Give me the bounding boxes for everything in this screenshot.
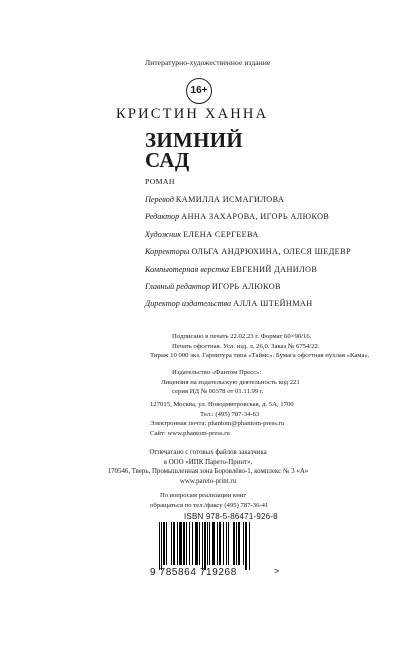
sales-info-line: обращаться по тел./факсу (495) 787-36-41 — [150, 501, 269, 509]
publisher-info-line: Лицензия на издательскую деятельность код 221 — [161, 378, 300, 386]
barcode-bar — [217, 522, 218, 565]
credit-name: АЛЛА ШТЕЙНМАН — [233, 299, 313, 309]
sales-info-line: По вопросам реализации книг — [160, 492, 247, 499]
credit-role: Компьютерная верстка — [145, 264, 229, 274]
credit-row — [145, 282, 351, 299]
printer-info-line: в ООО «ИПК Парето-Принт», — [163, 458, 253, 466]
print-info — [150, 332, 369, 361]
barcode-bar — [233, 522, 235, 565]
author-name: КРИСТИН ХАННА — [116, 106, 269, 122]
barcode-bar — [173, 522, 175, 565]
publisher-info-line: серия ИД № 00378 от 01.11.99 г. — [172, 388, 264, 395]
printer-info — [0, 448, 416, 487]
age-rating-badge: 16+ — [186, 78, 212, 104]
barcode-bar — [199, 522, 200, 565]
barcode-bar — [238, 522, 240, 565]
credit-row — [145, 230, 351, 247]
barcode-bar — [171, 522, 172, 565]
barcode-bar — [195, 522, 198, 565]
barcode-bar — [236, 522, 237, 565]
title-line: САД — [145, 148, 190, 172]
barcode-bar — [166, 522, 167, 565]
credit-role: Директор издательства — [145, 299, 232, 309]
barcode-bar — [204, 522, 206, 570]
credit-name: ЕВГЕНИЙ ДАНИЛОВ — [230, 264, 318, 274]
credit-name: КАМИЛЛА ИСМАГИЛОВА — [175, 195, 285, 204]
credit-name: АННА ЗАХАРОВА, ИГОРЬ АЛЮКОВ — [181, 212, 330, 222]
barcode — [149, 522, 269, 568]
barcode-bar — [226, 522, 227, 565]
book-title — [145, 130, 243, 170]
title-line: ЗИМНИЙ — [145, 128, 244, 152]
credit-role: Художник — [145, 229, 182, 239]
printer-info-line: Отпечатано с готовых файлов заказчика — [149, 449, 267, 456]
book-type: РОМАН — [145, 177, 175, 186]
credit-row — [145, 265, 351, 282]
barcode-bar — [212, 522, 215, 565]
barcode-bar — [161, 522, 162, 570]
printer-info-line: www.pareto-print.ru — [179, 478, 237, 486]
publisher-info — [150, 368, 300, 397]
barcode-bar — [163, 522, 165, 565]
barcode-bar — [183, 522, 185, 565]
barcode-bar — [159, 522, 160, 570]
contacts — [150, 400, 294, 438]
contact-line: Электронная почта: phantom@phantom-press.ru — [150, 420, 285, 427]
barcode-bar — [202, 522, 203, 570]
credits-list — [145, 195, 351, 317]
barcode-bar — [179, 522, 182, 565]
credit-name: ЕЛЕНА СЕРГЕЕВА — [183, 229, 259, 239]
credit-row — [145, 212, 351, 229]
publisher-info-line: Издательство «Фантом Пресс»: — [172, 369, 262, 376]
print-info-line: Тираж 10 000 экз. Гарнитура типа «Таймс». Бумага офсетная пухлая «Кама». — [150, 352, 370, 359]
barcode-bar — [209, 522, 210, 565]
barcode-bar — [186, 522, 187, 565]
barcode-bar — [249, 522, 250, 570]
barcode-bar — [219, 522, 221, 565]
sales-info — [150, 491, 268, 510]
contact-line: Тел.: (495) 787-34-63 — [200, 410, 260, 418]
credit-row — [145, 247, 351, 264]
barcode-arrow: > — [274, 566, 280, 576]
print-info-line: Подписано в печать 22.02.23 г. Формат 60×90/16. — [172, 333, 312, 340]
barcode-digits: 9 785864 719268 — [150, 567, 237, 578]
barcode-bar — [189, 522, 190, 565]
contact-line: 127015, Москва, ул. Новодмитровская, д. 5А, 1700 — [150, 401, 294, 408]
credit-name: ИГОРЬ АЛЮКОВ — [211, 281, 281, 291]
genre-label: Литературно-художественное издание — [145, 58, 271, 67]
credit-role: Перевод — [145, 195, 174, 204]
credit-name: ОЛЬГА АНДРЮХИНА, ОЛЕСЯ ШЕДЕВР — [191, 247, 351, 257]
credit-role: Главный редактор — [145, 281, 210, 291]
barcode-bar — [192, 522, 193, 565]
barcode-bar — [228, 522, 229, 565]
printer-info-line: 170546, Тверь, Промышленная зона Боровлёво-1, комплекс № 3 «А» — [107, 468, 309, 476]
credit-row — [145, 195, 351, 212]
credit-row — [145, 299, 351, 316]
contact-line: Сайт: www.phantom-press.ru — [150, 429, 230, 437]
barcode-bar — [245, 522, 247, 570]
isbn-number: ISBN 978-5-86471-926-8 — [184, 512, 278, 521]
barcode-bar — [177, 522, 178, 565]
print-info-line: Печать офсетная. Усл. изд. л. 26,0. Заказ № 6754/22. — [172, 342, 320, 350]
credit-role: Корректоры — [145, 247, 190, 257]
barcode-bar — [223, 522, 224, 565]
barcode-bar — [207, 522, 208, 565]
credit-role: Редактор — [145, 212, 180, 222]
barcode-bar — [243, 522, 244, 565]
